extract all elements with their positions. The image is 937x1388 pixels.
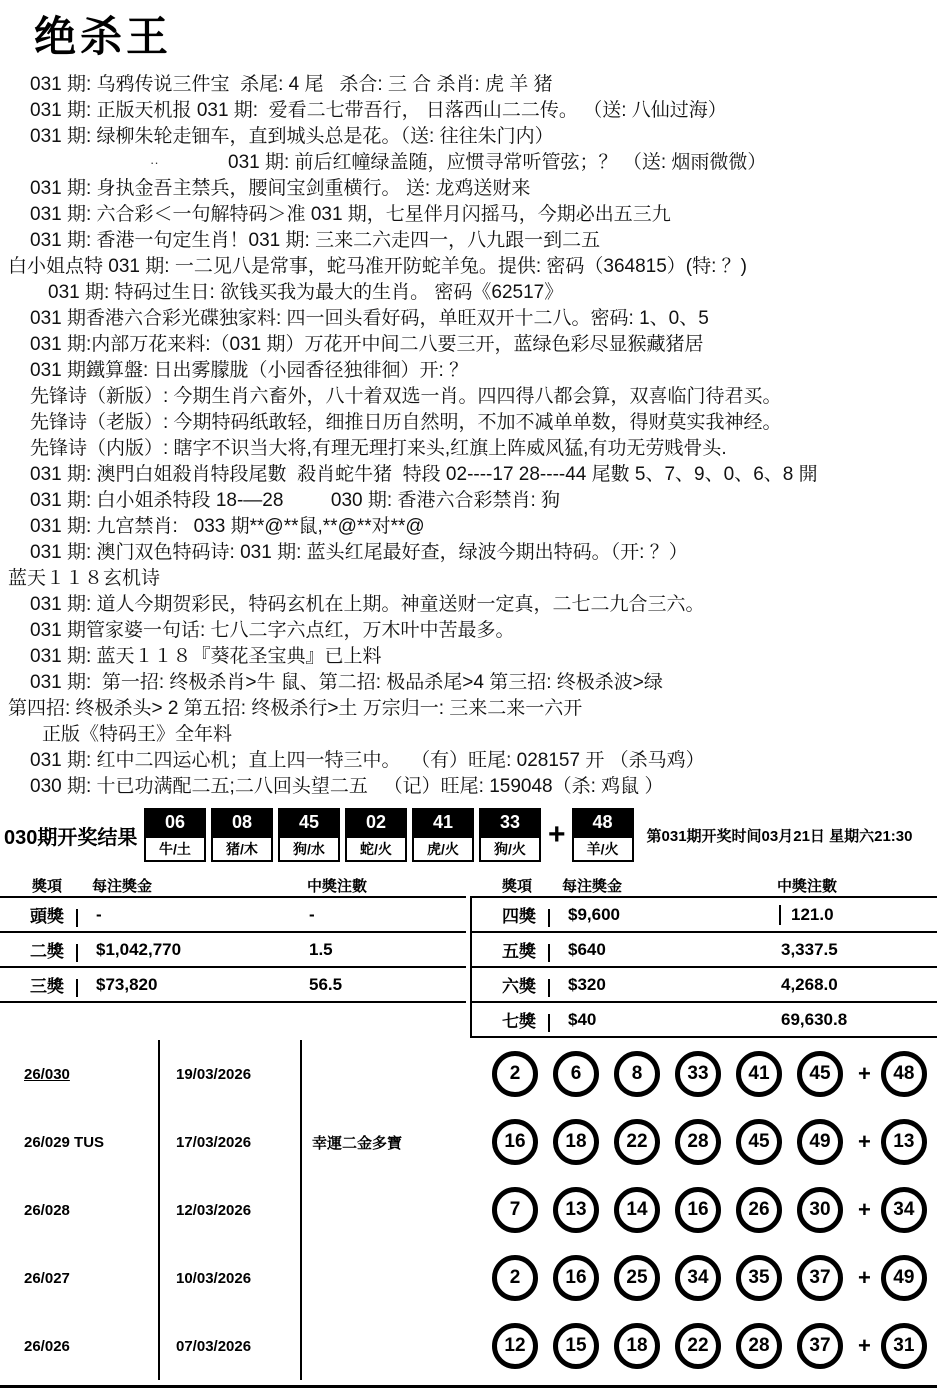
result-ball-number: 45 (278, 808, 340, 837)
history-ball: 26 (736, 1187, 782, 1233)
history-issue (0, 1312, 158, 1380)
history-ball: 8 (614, 1051, 660, 1097)
history-note (300, 1244, 478, 1312)
result-ball-number: 41 (412, 808, 474, 837)
history-issue-text: 26/027 (24, 1269, 70, 1287)
history-date: 19/03/2026 (158, 1040, 300, 1108)
history-issue (0, 1176, 158, 1244)
tip-line (30, 618, 937, 644)
result-ball-3 (278, 808, 340, 862)
prize-header-units: 中獎注數 (777, 877, 838, 895)
tip-text: 030 期: 十已功满配二五;二八回头望二五 （记）旺尾: 159048（杀: 鸡鼠 ） (30, 776, 664, 797)
prize-row (472, 1003, 937, 1038)
tip-line (30, 306, 937, 332)
prize-amount: $9,600 (568, 904, 620, 924)
history-row (0, 1176, 937, 1244)
draw-result-balls (144, 808, 639, 862)
draw-result-strip (0, 806, 937, 864)
history-extra-ball: 13 (881, 1119, 927, 1165)
history-ball: 7 (492, 1187, 538, 1233)
tip-text: 031 期: 香港一句定生肖！031 期: 三来二六走四一，八九跟一到二五 (30, 230, 601, 251)
tip-text: 蓝天１１８玄机诗 (8, 568, 161, 589)
history-ball: 22 (675, 1323, 721, 1369)
history-issue-text: 26/030 (24, 1065, 70, 1083)
history-extra-ball: 49 (881, 1255, 927, 1301)
result-ball-2 (211, 808, 273, 862)
result-ball-number: 02 (345, 808, 407, 837)
tip-text: 正版《特码王》全年料 (42, 724, 233, 745)
tip-line (30, 98, 937, 124)
plus-sign: + (858, 1197, 871, 1222)
history-ball: 30 (797, 1187, 843, 1233)
prize-category: 四獎 (472, 902, 564, 927)
tip-text: 031 期: 九宫禁肖: 033 期**@**鼠,**@**对**@ (30, 516, 425, 537)
history-issue (0, 1108, 158, 1176)
prize-category: 二獎 (0, 937, 92, 962)
tip-line (30, 436, 937, 462)
prize-header-category: 獎項 (32, 877, 63, 895)
draw-result-label: 030期开奖结果 (4, 826, 138, 849)
prize-row (0, 933, 466, 968)
prize-unit-count: 69,630.8 (781, 1009, 848, 1029)
prize-amount: $320 (568, 974, 606, 994)
tip-text: 031 期: 澳門白姐殺肖特段尾數 殺肖蛇牛猪 特段 02----17 28----44 尾數 5、7、9、0、6、8 開 (30, 464, 818, 485)
tip-line (30, 514, 937, 540)
prize-header-units: 中獎注數 (307, 877, 368, 895)
history-ball: 45 (797, 1051, 843, 1097)
history-ball: 15 (553, 1323, 599, 1369)
history-ball: 13 (553, 1187, 599, 1233)
plus-sign: + (858, 1265, 871, 1290)
history-ball: 33 (675, 1051, 721, 1097)
history-issue-text: 26/028 (24, 1201, 70, 1219)
tip-text: 031 期香港六合彩光碟独家料: 四一回头看好码，单旺双开十二八。密码: 1、0、5 (30, 308, 709, 329)
tip-line (8, 254, 937, 280)
history-table (0, 1040, 937, 1380)
history-ball: 16 (553, 1255, 599, 1301)
result-ball-number: 08 (211, 808, 273, 837)
prize-unit-count: 1.5 (309, 939, 333, 959)
prize-tables (0, 874, 937, 1038)
prize-row (472, 898, 937, 933)
history-issue (0, 1244, 158, 1312)
history-row (0, 1108, 937, 1176)
tip-line (30, 592, 937, 618)
result-ball-zodiac-element: 狗/水 (278, 837, 340, 862)
prize-unit-count: 121.0 (779, 905, 937, 925)
result-ball-number: 06 (144, 808, 206, 837)
history-issue-text: 26/029 TUS (24, 1133, 105, 1151)
tip-text: 第四招: 终极杀头> 2 第五招: 终极杀行>土 万宗归一: 三来二来一六开 (8, 698, 583, 719)
result-ball-zodiac-element: 狗/火 (479, 837, 541, 862)
tips-list (0, 72, 937, 800)
history-ball: 18 (553, 1119, 599, 1165)
history-ball: 35 (736, 1255, 782, 1301)
tip-text: 031 期: 第一招: 终极杀肖>牛 鼠、第二招: 极品杀尾>4 第三招: 终极杀波>绿 (30, 672, 663, 693)
prize-row (472, 933, 937, 968)
tip-text: 031 期: 乌鸦传说三件宝 杀尾: 4 尾 杀合: 三 合 杀肖: 虎 羊 猪 (30, 74, 553, 95)
prize-row (0, 898, 466, 933)
prize-header-amount: 每注獎金 (92, 877, 153, 895)
tip-text: 031 期: 特码过生日: 欲钱买我为最大的生肖。 密码《62517》 (48, 282, 564, 303)
history-issue (0, 1040, 158, 1108)
tip-line (30, 410, 937, 436)
tip-text: 031 期:内部万花来料:（031 期）万花开中间二八要三开，蓝绿色彩尽显猴藏猪居 (30, 334, 704, 355)
plus-sign: + (858, 1061, 871, 1086)
tip-line (30, 540, 937, 566)
prize-category: 六獎 (472, 972, 564, 997)
tip-line (30, 72, 937, 98)
prize-table-left (0, 874, 466, 1003)
tip-text: 031 期: 正版天机报 031 期: 爱看二七带吾行， 日落西山二二传。 （送: 八仙过海） (30, 100, 727, 121)
tip-line (30, 670, 937, 696)
history-row (0, 1040, 937, 1108)
history-date: 12/03/2026 (158, 1176, 300, 1244)
tip-text: 031 期管家婆一句话: 七八二字六点红，万木叶中苦最多。 (30, 620, 515, 641)
history-ball: 25 (614, 1255, 660, 1301)
result-ball-zodiac-element: 虎/火 (412, 837, 474, 862)
history-ball: 16 (492, 1119, 538, 1165)
history-extra-ball: 31 (881, 1323, 927, 1369)
tip-text: 031 期: 绿柳朱轮走钿车，直到城头总是花。（送: 往往朱门内） (30, 126, 554, 147)
prize-category: 三獎 (0, 972, 92, 997)
tip-text: 031 期: 身执金吾主禁兵，腰间宝剑重横行。 送: 龙鸡送财来 (30, 178, 531, 199)
result-ball-zodiac-element: 羊/火 (572, 837, 634, 862)
history-note (300, 1312, 478, 1380)
tip-text: 031 期: 前后红幢绿盖随，应惯寻常听管弦；？ （送: 烟雨微微） (228, 152, 767, 173)
prize-amount: $1,042,770 (96, 939, 182, 959)
tip-line (42, 722, 937, 748)
history-balls (478, 1108, 937, 1176)
tip-text: 先锋诗（内版）: 瞎字不识当大将,有理无理打来头,红旗上阵威风猛,有功无劳贱骨头. (30, 438, 727, 459)
prize-unit-count: 4,268.0 (781, 974, 838, 994)
tip-marker: ·· (150, 155, 159, 170)
prize-table-right (470, 874, 937, 1038)
history-extra-ball: 34 (881, 1187, 927, 1233)
tip-line (48, 280, 937, 306)
tip-text: 031 期: 六合彩＜一句解特码＞准 031 期，七星伴月闪摇马，今期必出五三九 (30, 204, 671, 225)
tip-line (30, 358, 937, 384)
history-balls (478, 1312, 937, 1380)
history-balls (478, 1244, 937, 1312)
result-ball-number: 33 (479, 808, 541, 837)
prize-unit-count: 56.5 (309, 974, 343, 994)
prize-amount: $73,820 (96, 974, 158, 994)
history-row (0, 1312, 937, 1380)
prize-category: 五獎 (472, 937, 564, 962)
plus-sign: + (858, 1333, 871, 1358)
history-ball: 37 (797, 1255, 843, 1301)
result-ball-zodiac-element: 牛/土 (144, 837, 206, 862)
history-balls (478, 1176, 937, 1244)
page-title: 绝杀王 (34, 13, 173, 60)
tip-text: 031 期: 澳门双色特码诗: 031 期: 蓝头红尾最好查，绿波今期出特码。（开: ？） (30, 542, 688, 563)
tip-text: 031 期: 白小姐杀特段 18-—28 030 期: 香港六合彩禁肖: 狗 (30, 490, 561, 511)
prize-unit-count: 3,337.5 (781, 939, 838, 959)
result-ball-1 (144, 808, 206, 862)
prize-category: 七獎 (472, 1007, 564, 1032)
history-ball: 28 (675, 1119, 721, 1165)
tip-line (30, 332, 937, 358)
tip-line (30, 644, 937, 670)
prize-header-amount: 每注獎金 (562, 877, 623, 895)
plus-sign: + (548, 818, 566, 851)
history-ball: 6 (553, 1051, 599, 1097)
tip-line (150, 150, 937, 176)
tip-line (30, 228, 937, 254)
tip-line (30, 384, 937, 410)
history-date: 17/03/2026 (158, 1108, 300, 1176)
history-ball: 2 (492, 1255, 538, 1301)
history-ball: 16 (675, 1187, 721, 1233)
result-ball-4 (345, 808, 407, 862)
history-issue-text: 26/026 (24, 1337, 70, 1355)
result-ball-zodiac-element: 猪/木 (211, 837, 273, 862)
history-ball: 14 (614, 1187, 660, 1233)
tip-line (30, 176, 937, 202)
tip-line (30, 124, 937, 150)
tip-line (30, 748, 937, 774)
tip-text: 先锋诗（老版）: 今期特码纸敢轻，细推日历自然明，不加不减单单数，得财莫实我神经。 (30, 412, 782, 433)
prize-row (0, 968, 466, 1003)
tip-line (30, 462, 937, 488)
result-ball-5 (412, 808, 474, 862)
prize-amount: $40 (568, 1009, 597, 1029)
result-ball-number: 48 (572, 808, 634, 837)
history-ball: 41 (736, 1051, 782, 1097)
tip-line (8, 696, 937, 722)
tip-line (30, 202, 937, 228)
prize-rows-left (0, 898, 466, 1003)
prize-row (472, 968, 937, 1003)
tip-line (30, 488, 937, 514)
plus-sign: + (858, 1129, 871, 1154)
history-ball: 12 (492, 1323, 538, 1369)
tip-line (30, 774, 937, 800)
history-ball: 34 (675, 1255, 721, 1301)
history-ball: 49 (797, 1119, 843, 1165)
history-ball: 37 (797, 1323, 843, 1369)
tip-text: 031 期: 红中二四运心机；直上四一特三中。 （有）旺尾: 028157 开 （杀马鸡） (30, 750, 705, 771)
result-ball-6 (479, 808, 541, 862)
result-ball-zodiac-element: 蛇/火 (345, 837, 407, 862)
prize-unit-count: - (309, 904, 315, 924)
tip-text: 031 期鐵算盤: 日出雾朦胧（小园香径独徘徊）开: ？ (30, 360, 469, 381)
prize-amount: - (96, 904, 102, 924)
history-ball: 28 (736, 1323, 782, 1369)
prize-amount: $640 (568, 939, 606, 959)
prize-rows-right (470, 898, 937, 1038)
next-draw-info: 第031期开奖时间03月21日 星期六21:30 (646, 827, 913, 845)
tip-text: 白小姐点特 031 期: 一二见八是常事，蛇马准开防蛇羊兔。提供: 密码（364815）(特: ？) (8, 256, 747, 277)
history-ball: 22 (614, 1119, 660, 1165)
history-note: 幸運二金多寶 (300, 1108, 478, 1176)
tip-line (8, 566, 937, 592)
history-note (300, 1040, 478, 1108)
history-balls (478, 1040, 937, 1108)
history-ball: 2 (492, 1051, 538, 1097)
result-ball-extra (572, 808, 634, 862)
tip-text: 031 期: 蓝天１１８『葵花圣宝典』已上料 (30, 646, 382, 667)
tip-text: 先锋诗（新版）: 今期生肖六畜外，八十着双选一肖。四四得八都会算，双喜临门待君买。 (30, 386, 782, 407)
prize-table-header (0, 874, 466, 898)
history-ball: 45 (736, 1119, 782, 1165)
history-note (300, 1176, 478, 1244)
tip-text: 031 期: 道人今期贺彩民，特码玄机在上期。神童送财一定真，二七二九合三六。 (30, 594, 705, 615)
history-row (0, 1244, 937, 1312)
prize-table-header (470, 874, 937, 898)
history-ball: 18 (614, 1323, 660, 1369)
prize-header-category: 獎項 (502, 877, 533, 895)
prize-category: 頭獎 (0, 902, 92, 927)
history-date: 07/03/2026 (158, 1312, 300, 1380)
history-date: 10/03/2026 (158, 1244, 300, 1312)
history-extra-ball: 48 (881, 1051, 927, 1097)
